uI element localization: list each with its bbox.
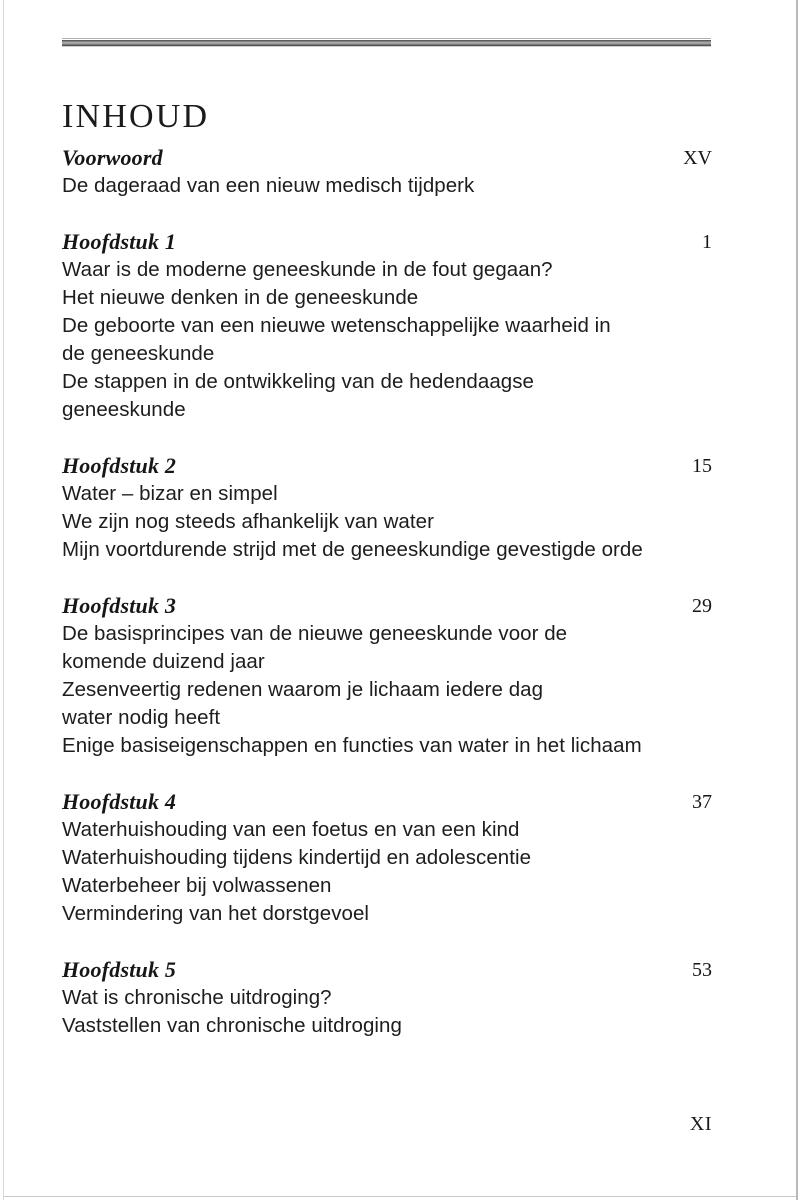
toc-section-header[interactable]	[62, 592, 712, 620]
toc-entry-line[interactable]: De basisprincipes van de nieuwe geneeskunde voor de	[62, 622, 568, 645]
toc-section-title: Hoofdstuk 4	[62, 789, 177, 814]
toc-section-header[interactable]	[62, 452, 712, 480]
toc-entry-line[interactable]: Vaststellen van chronische uitdroging	[62, 1014, 402, 1037]
toc-section-title: Hoofdstuk 3	[62, 593, 177, 618]
toc-section	[62, 956, 712, 1040]
toc-section-header[interactable]	[62, 228, 712, 256]
toc-entry-line[interactable]: We zijn nog steeds afhankelijk van water	[62, 510, 434, 533]
toc-entry-line[interactable]: Zesenveertig redenen waarom je lichaam iedere dag	[62, 678, 544, 701]
toc-section-header[interactable]	[62, 788, 712, 816]
toc-section-header[interactable]	[62, 144, 712, 172]
toc-entry-line[interactable]: Vermindering van het dorstgevoel	[62, 902, 370, 925]
toc-entry-line[interactable]: Enige basiseigenschappen en functies van water in het lichaam	[62, 734, 642, 757]
table-of-contents	[62, 144, 712, 1068]
toc-entry-line[interactable]: Wat is chronische uitdroging?	[62, 986, 332, 1009]
toc-entry-line[interactable]: Waterhuishouding tijdens kindertijd en adolescentie	[62, 846, 532, 869]
toc-entry-line[interactable]: Waterbeheer bij volwassenen	[62, 874, 332, 897]
toc-section-header[interactable]	[62, 956, 712, 984]
toc-entry-line[interactable]: Water – bizar en simpel	[62, 482, 278, 505]
toc-section-title: Hoofdstuk 1	[62, 229, 177, 254]
toc-section-page-number: 1	[702, 231, 712, 253]
scan-edge-left	[3, 0, 4, 1200]
toc-section-title: Hoofdstuk 2	[62, 453, 177, 478]
toc-entry-line[interactable]: water nodig heeft	[62, 706, 221, 729]
toc-entry-line[interactable]: Waterhuishouding van een foetus en van een kind	[62, 818, 520, 841]
toc-section	[62, 788, 712, 928]
folio-page-number: XI	[689, 1113, 712, 1135]
toc-section-page-number: 53	[692, 959, 712, 981]
header-rule-hairline-top	[62, 38, 711, 39]
toc-section	[62, 452, 712, 564]
toc-section	[62, 228, 712, 424]
scan-edge-right	[796, 0, 798, 1200]
toc-section-page-number: 15	[692, 455, 712, 477]
scan-edge-bottom	[4, 1196, 796, 1197]
toc-section-page-number: 29	[692, 595, 712, 617]
header-rule	[62, 38, 711, 47]
page-title: INHOUD	[62, 97, 210, 135]
toc-entry-line[interactable]: De stappen in de ontwikkeling van de hedendaagse	[62, 370, 534, 393]
toc-section-page-number: 37	[692, 791, 712, 813]
toc-entry-line[interactable]: de geneeskunde	[62, 342, 215, 365]
toc-section-page-number: XV	[683, 147, 712, 169]
toc-section	[62, 144, 712, 200]
toc-entry-line[interactable]: De geboorte van een nieuwe wetenschappelijke waarheid in	[62, 314, 611, 337]
toc-entry-line[interactable]: komende duizend jaar	[62, 650, 265, 673]
header-rule-hairline-bottom	[62, 46, 711, 47]
toc-entry-line[interactable]: Het nieuwe denken in de geneeskunde	[62, 286, 419, 309]
toc-entry-line[interactable]: Mijn voortdurende strijd met de geneeskundige gevestigde orde	[62, 538, 643, 561]
toc-section-title: Hoofdstuk 5	[62, 957, 177, 982]
toc-entry-line[interactable]: geneeskunde	[62, 398, 186, 421]
toc-section-title: Voorwoord	[62, 145, 163, 170]
toc-entry-line[interactable]: De dageraad van een nieuw medisch tijdperk	[62, 174, 475, 197]
toc-section	[62, 592, 712, 760]
toc-entry-line[interactable]: Waar is de moderne geneeskunde in de fout gegaan?	[62, 258, 553, 281]
